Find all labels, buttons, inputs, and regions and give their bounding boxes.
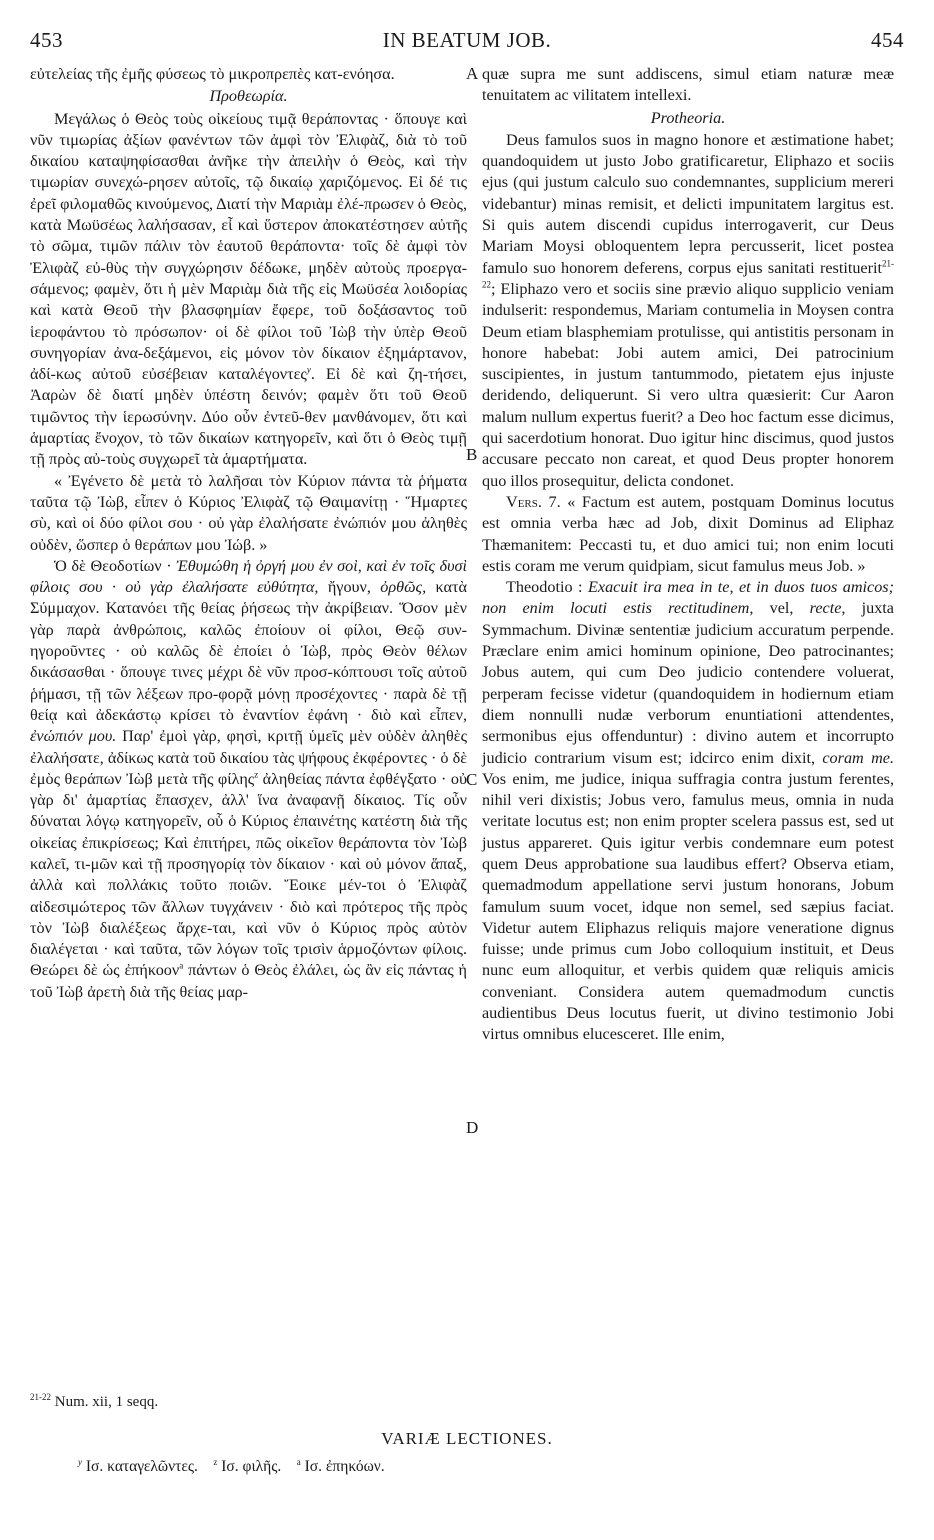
- latin-text: vel,: [753, 599, 810, 618]
- latin-text: Theodotio :: [506, 578, 588, 597]
- variant-readings: [78, 1458, 385, 1476]
- latin-paragraph-commentary: [482, 577, 894, 1046]
- variae-lectiones-heading: VARIÆ LECTIONES.: [381, 1429, 553, 1448]
- footnote-ref: 21-22: [30, 1392, 51, 1402]
- greek-paragraph-verse: « Ἐγένετο δὲ μετὰ τὸ λαλῆσαι τὸν Κύριον πάντα τὰ ῥήματα ταῦτα τῷ Ἰὼβ, εἶπεν ὁ Κύριος Ἐλιφὰζ τῷ Θαιμανίτῃ · Ἥμαρτες σὺ, καὶ οἱ δύο φίλοι σου · οὐ γὰρ ἐλαλήσατε ἐνώπιόν μου ἀληθὲς οὐδὲν, ὥσπερ ὁ θεράπων μου Ἰώβ. »: [30, 471, 467, 554]
- greek-quote: ὀρθῶς,: [380, 578, 427, 597]
- greek-text: Μεγάλως ὁ Θεὸς τοὺς οἰκείους τιμᾷ θεράποντας · ὅπουγε καὶ νῦν τιμωρίας ἀξίων φανέντων τῶν ἀμφὶ τὸν Ἐλιφὰζ, διὰ τὸ τοῦ δικαίου καταψηφίσασθαι ἀνῆκε τὴν ἀπειλὴν ὁ Θεὸς, καὶ τὴν τιμωρίαν συνεχώ-ρησεν αὐτοῖς, τῷ δικαίῳ χαριζόμενος. Εἰ δέ τις ἐρεῖ φιλομαθῶς κινούμενος, Διατί τὴν Μαριὰμ ἐλέ-πρωσεν ὁ Θεὸς, κατὰ Μωϋσέως λαλήσασαν, εἶ καὶ ὕστερον ἀποκατέστησεν αὐτῆς τὸ σῶμα, τιμῶν πάλιν τὸν ἑαυτοῦ θεράποντα· τοῖς δὲ ἀμφὶ τὸν Ἐλιφὰζ εὐ-θὺς τὴν συγχώρησιν δέδωκε, μηδὲν αὐτοὺς προεργα-σάμενος; φαμὲν, ὅτι ἡ μὲν Μαριὰμ διὰ τῆς εἰς Μωϋσέα λοιδορίας καὶ κατὰ Θεοῦ τὴν βλασφημίαν ἔφερε, τοῦ δοξάσαντος τοῦ ἱεροφάντου τὸ πρόσωπον· οἱ δὲ φίλοι τοῦ Ἰὼβ τὴν ὑπὲρ Θεοῦ συνηγορίαν ἀνα-δεξάμενοι, εἰς μόνον τὸν δίκαιον ἐξημάρτανον, ἀδί-κως αὐτοῦ εὐσέβειαν καταλέγοντες: [30, 109, 467, 384]
- latin-quote: Exacuit ira mea in te, et in duos tuos amicos; non enim locuti estis rectitudinem,: [482, 578, 894, 618]
- greek-quote: Ἐθυμώθη ἡ ὀργή μου ἐν σοὶ, καὶ ἐν τοῖς δυσὶ φίλοις σου · οὐ γὰρ ἐλαλήσατε εὐθύτητα,: [30, 556, 467, 597]
- latin-column: [482, 64, 894, 1046]
- latin-opening-text: quæ supra me sunt addiscens, simul etiam naturæ meæ tenuitatem ac vilitatem intellexi.: [482, 65, 894, 105]
- footnote-text: Num. xii, 1 seqq.: [51, 1394, 159, 1410]
- page-number-right: 454: [871, 28, 904, 52]
- variant-reading: Ισ. ἐπηκόων.: [300, 1458, 385, 1475]
- greek-text: Ὁ δὲ Θεοδοτίων ·: [54, 556, 177, 575]
- greek-opening-text: εὐτελείας τῆς ἐμῆς φύσεως τὸ μικροπρεπὲς κατ-ενόησα.: [30, 65, 395, 83]
- latin-quote: recte,: [809, 599, 846, 618]
- greek-text: κατὰ Σύμμαχον. Κατανόει τῆς θείας ῥήσεως τὴν ἀκρίβειαν. Ὅσον μὲν γὰρ παρὰ ἀνθρώποις, καλῶς ἐποίουν οἱ φίλοι, Θεῷ συν-ηγοροῦντες · οὐ καλῶς δὲ ἐποίει ὁ Ἰὼβ, πρὸς Θεὸν θέλων δικάσασθαι · ὅπουγε τινες μέχρι δὲ νῦν προσ-κόπτουσι τοῖς αὐτοῦ ῥήμασι, τῇ τῶν λέξεων προ-φορᾷ μόνῃ προσέχοντες · παρὰ δὲ τῇ θείᾳ καὶ ἀδεκάστῳ κρίσει τὸ ἐναντίον ἐφάνη · διὸ καὶ εἶπεν,: [30, 578, 468, 724]
- footnote-marker: z: [254, 769, 259, 780]
- greek-quote: ἐνώπιόν μου.: [30, 727, 117, 746]
- latin-paragraph-verse: [482, 492, 894, 577]
- latin-section-heading: Protheoria.: [650, 108, 726, 127]
- margin-marker-b: B: [466, 445, 478, 464]
- greek-column: [30, 64, 467, 1003]
- variant-marker: a: [296, 1456, 301, 1467]
- margin-marker-d: D: [466, 1118, 479, 1137]
- verse-label: Vers. 7.: [506, 492, 561, 511]
- greek-section-heading: Προθεωρία.: [209, 87, 288, 106]
- running-title: IN BEATUM JOB.: [382, 28, 552, 52]
- greek-paragraph-commentary: [30, 556, 467, 1003]
- footnote: [30, 1394, 158, 1411]
- footnote-marker: a: [179, 961, 184, 972]
- latin-text: Vos enim, me judice, iniqua suffragia contra justum ferentes, nihil veri dixistis; Jobus vero, famulus meus, omnia in nuda veritate locutus est; non enim propter scelera passus est, sed ut justus appareret. Quis igitur verbis condemnare eum potest quem Deus approbatione sua laudibus effert? Observa etiam, quemadmodum appellatione servi justum honorans, Jobum famulum suum vocet, idque non semel, sed sæpius faciat. Videtur autem Eliphazus reliquis majore veneratione dignus fuisse; unde primus cum Jobo colloquium instituit, et Deus nunc eum alloquitur, et verbis quidem quæ reliquis amicis conveniant. Considera autem quemadmodum cunctis audientibus Deus locutus fuerit, ut divino testimonio Jobi virtus omnibus elucesceret. Ille enim,: [482, 769, 894, 1044]
- running-header: [30, 28, 904, 62]
- variant-marker: z: [213, 1456, 218, 1467]
- latin-quote: coram me.: [822, 748, 894, 767]
- greek-text: πάντων ὁ Θεὸς ἐλάλει, ὡς ἂν εἰς πάντας ἡ τοῦ Ἰὼβ ἀρετὴ διὰ τῆς θείας μαρ-: [30, 961, 467, 1001]
- margin-marker-c: C: [466, 770, 478, 789]
- variant-reading: Ισ. φιλῆς.: [217, 1458, 282, 1475]
- greek-text: ἤγουν,: [318, 578, 381, 597]
- greek-text: ἀληθείας πάντα ἐφθέγξατο · οὐ γὰρ δι' ἁμαρτίας ἔπασχεν, ἀλλ' ἵνα ἀναφανῇ δίκαιος. Τίς οὖν δύναται λόγῳ κατηγορεῖν, οὗ ὁ Κύριος ἐπαινέτης κατέστη διὰ τῆς οἰκείας ἐπικρίσεως; Καὶ ἐπιτήρει, πῶς οἰκεῖον θεράποντα τὸν Ἰὼβ καλεῖ, τι-μῶν καὶ τῇ προσηγορίᾳ τὸν δίκαιον · καὶ οὐ μόνον ἅπαξ, ἀλλὰ καὶ πολλάκις τοῦτο ποιῶν. Ἔοικε μέν-τοι ὁ Ἐλιφὰζ αἰδεσιμώτερος τῶν ἄλλων τυγχάνειν · διὸ καὶ πρότερος τῆς πρὸς τὸν Ἰὼβ διαλέξεως ἄρχε-ται, καὶ νῦν ὁ Κύριος πρὸς αὐτὸν διαλέγεται · καὶ ταῦτα, τῶν λόγων τοῖς τρισὶν ἁρμοζόντων φίλοις. Θεώρει δὲ ὡς ἐπήκοον: [30, 769, 467, 980]
- footnote-marker: 21-22: [482, 258, 894, 290]
- page-number-left: 453: [30, 28, 63, 52]
- variant-marker: y: [78, 1456, 82, 1467]
- greek-paragraph-protheoria: [30, 109, 467, 471]
- greek-text: . Εἰ δὲ καὶ ζη-τήσει, Ἀαρὼν δὲ διατί μηδὲν ὑπέστη δεινόν; φαμὲν ὅτι τοῦ Θεοῦ τιμῶντος τὴν ἱερωσύνην. Δύο οὖν ἐντεῦ-θεν μανθάνομεν, ὅτι καὶ ἁμαρτίας ἔνοχον, τὸ τῶν δικαίων κατηγορεῖν, καὶ ὅτι ὁ Θεὸς τιμῇ τῇ πρὸς αὐ-τοὺς συγχωρεῖ τὰ ἁμαρτήματα.: [30, 365, 468, 469]
- variant-reading: Ισ. καταγελῶντες.: [82, 1458, 198, 1475]
- latin-text: juxta Symmachum. Divinæ sententiæ judicium accuratum perpende. Præclare enim amici hominum opinione, Deo patrocinantes; Jobus autem, qui cum Deo judicio contendere voluerat, perperam fecisse videtur (quandoquidem in hodiernum etiam diem nonnulli nudæ verborum enuntiationi attendentes, sermonibus ejus offenduntur) : divino autem et incorrupto judicio contrarium visum est; idcirco enim dixit,: [482, 599, 894, 767]
- latin-text: Deus famulos suos in magno honore et æstimatione habet; quandoquidem ut justo Jobo gratificaretur, Eliphazo et sociis ejus (qui justum calculo suo condemnantes, supplicium mereri videbantur) minas remisit, et delicti impunitatem largitus est. Si quis autem discendi cupidus interrogaverit, cur Deus Mariam Moysi obloquentem lepra percusserit, licet postea famulo suo honorem deferens, corpus ejus sanitati restituerit: [482, 130, 894, 277]
- footnote-marker: y: [306, 364, 311, 375]
- margin-marker-a: A: [466, 64, 479, 83]
- latin-paragraph-protheoria: [482, 130, 894, 492]
- latin-text: « Factum est autem, postquam Dominus locutus est omnia verba hæc ad Job, dixit Dominus ad Eliphaz Thæmanitem: Peccasti tu, et duo amici tui; non enim locuti estis coram me verum quidpiam, sicut famulus meus Job. »: [482, 492, 894, 575]
- latin-text: ; Eliphazo vero et sociis sine prævio aliquo supplicio veniam indulserit: respondemus, Mariam contumelia in Moysen contra Deum etiam blasphemiam protulisse, qui antistitis personam in honore habebat: Jobi autem amici, Dei patrocinium suscipientes, in justum tantummodo, pietatem ejus injuste deridendo, deliquerunt. Si vero ultra quæsierit: Cur Aaron malum nullum expertus fuerit? a Deo hoc factum esse dicimus, qui sacerdotium honorat. Duo igitur hinc discimus, quod justos accusare peccato non careat, et quod Deus propter honorem quo illos prosequitur, delicta condonet.: [482, 279, 894, 490]
- greek-text: Παρ' ἐμοὶ γὰρ, φησὶ, κριτῇ ὑμεῖς μὲν οὐδὲν ἀληθὲς ἐλαλήσατε, ἀδίκως κατὰ τοῦ δικαίου τὰς ψήφους ἐκφέροντες · ὁ δὲ ἐμὸς θεράπων Ἰὼβ μετὰ τῆς φίλης: [30, 727, 467, 788]
